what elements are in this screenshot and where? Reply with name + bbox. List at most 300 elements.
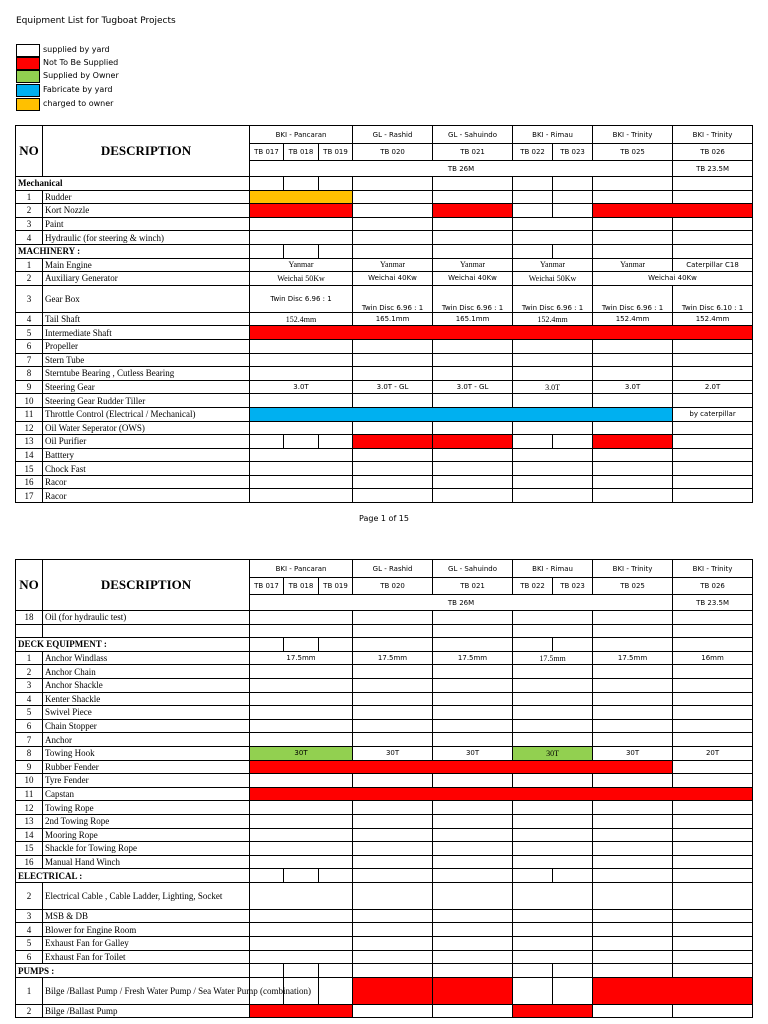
row-number bbox=[16, 624, 43, 638]
empty-cell bbox=[513, 231, 593, 245]
equipment-table-page-1 bbox=[15, 125, 753, 503]
row-description: Anchor Windlass bbox=[43, 651, 250, 665]
empty-cell bbox=[673, 828, 753, 842]
header-tb: TB 026 bbox=[673, 144, 753, 161]
empty-cell bbox=[513, 353, 593, 367]
table-row bbox=[16, 272, 753, 286]
empty-cell bbox=[250, 367, 353, 381]
table-row bbox=[16, 651, 753, 665]
row-description: Oil Purifier bbox=[43, 435, 250, 449]
empty-cell bbox=[553, 977, 593, 1004]
status-cell-red bbox=[353, 435, 433, 449]
row-description: Main Engine bbox=[43, 258, 250, 272]
row-number: 3 bbox=[16, 285, 43, 312]
empty-cell bbox=[553, 964, 593, 978]
empty-cell bbox=[353, 828, 433, 842]
row-number: 1 bbox=[16, 977, 43, 1004]
legend-swatch bbox=[16, 98, 40, 111]
empty-cell bbox=[250, 855, 353, 869]
empty-cell bbox=[250, 733, 353, 747]
empty-cell bbox=[513, 611, 593, 625]
empty-cell bbox=[673, 706, 753, 720]
empty-cell bbox=[593, 244, 673, 258]
header-length-23-5m: TB 23.5M bbox=[673, 595, 753, 611]
value-cell: by caterpillar bbox=[673, 407, 753, 421]
table-row bbox=[16, 814, 753, 828]
header-length-23-5m: TB 23.5M bbox=[673, 161, 753, 177]
empty-cell bbox=[433, 244, 513, 258]
empty-cell bbox=[353, 842, 433, 856]
empty-cell bbox=[673, 489, 753, 503]
header-tb: TB 020 bbox=[353, 578, 433, 595]
table-row bbox=[16, 882, 753, 909]
header-tb: TB 025 bbox=[593, 144, 673, 161]
table-row bbox=[16, 407, 753, 421]
empty-cell bbox=[353, 624, 433, 638]
empty-cell bbox=[513, 842, 593, 856]
empty-cell bbox=[433, 638, 513, 652]
empty-cell bbox=[353, 217, 433, 231]
value-cell: 30T bbox=[593, 746, 673, 760]
status-cell-red bbox=[250, 204, 353, 218]
value-cell: 152.4mm bbox=[513, 312, 593, 326]
row-description: Auxiliary Generator bbox=[43, 272, 250, 286]
value-cell: Caterpillar C18 bbox=[673, 258, 753, 272]
table-row bbox=[16, 678, 753, 692]
header-group: GL - Rashid bbox=[353, 126, 433, 144]
row-number: 3 bbox=[16, 678, 43, 692]
empty-cell bbox=[433, 339, 513, 353]
header-length-26m: TB 26M bbox=[250, 595, 673, 611]
row-description: Kort Nozzle bbox=[43, 204, 250, 218]
row-description: Towing Rope bbox=[43, 801, 250, 815]
row-description: 2nd Towing Rope bbox=[43, 814, 250, 828]
empty-cell bbox=[433, 231, 513, 245]
header-group: GL - Sahuindo bbox=[433, 560, 513, 578]
empty-cell bbox=[353, 678, 433, 692]
header-tb: TB 020 bbox=[353, 144, 433, 161]
empty-cell bbox=[353, 475, 433, 489]
empty-cell bbox=[319, 177, 353, 191]
row-number: 6 bbox=[16, 950, 43, 964]
row-number: 5 bbox=[16, 326, 43, 340]
empty-cell bbox=[513, 678, 593, 692]
empty-cell bbox=[250, 937, 353, 951]
empty-cell bbox=[433, 923, 513, 937]
row-number: 4 bbox=[16, 692, 43, 706]
empty-cell bbox=[250, 624, 353, 638]
empty-cell bbox=[513, 828, 593, 842]
empty-cell bbox=[353, 448, 433, 462]
empty-cell bbox=[353, 244, 433, 258]
empty-cell bbox=[433, 855, 513, 869]
value-cell: Weichai 40Kw bbox=[353, 272, 433, 286]
empty-cell bbox=[250, 448, 353, 462]
empty-cell bbox=[593, 367, 673, 381]
row-number: 9 bbox=[16, 380, 43, 394]
table-row bbox=[16, 842, 753, 856]
empty-cell bbox=[513, 475, 593, 489]
empty-cell bbox=[353, 421, 433, 435]
header-tb: TB 017 bbox=[250, 578, 284, 595]
empty-cell bbox=[250, 217, 353, 231]
row-number: 3 bbox=[16, 217, 43, 231]
table-row bbox=[16, 394, 753, 408]
row-description: Shackle for Towing Rope bbox=[43, 842, 250, 856]
empty-cell bbox=[593, 774, 673, 788]
value-cell: 16mm bbox=[673, 651, 753, 665]
empty-cell bbox=[553, 244, 593, 258]
empty-cell bbox=[250, 177, 284, 191]
empty-cell bbox=[353, 869, 433, 883]
empty-cell bbox=[319, 977, 353, 1004]
empty-cell bbox=[673, 611, 753, 625]
empty-cell bbox=[553, 177, 593, 191]
empty-cell bbox=[353, 462, 433, 476]
row-number: 8 bbox=[16, 367, 43, 381]
value-cell: Twin Disc 6.96 : 1 bbox=[513, 285, 593, 312]
section-title: Mechanical bbox=[16, 177, 250, 191]
empty-cell bbox=[513, 448, 593, 462]
header-tb: TB 023 bbox=[553, 578, 593, 595]
row-number: 12 bbox=[16, 801, 43, 815]
empty-cell bbox=[250, 923, 353, 937]
empty-cell bbox=[284, 964, 319, 978]
empty-cell bbox=[673, 869, 753, 883]
empty-cell bbox=[353, 692, 433, 706]
empty-cell bbox=[250, 678, 353, 692]
row-description: Electrical Cable , Cable Ladder, Lighting, Socket bbox=[43, 882, 250, 909]
empty-cell bbox=[433, 719, 513, 733]
empty-cell bbox=[433, 462, 513, 476]
row-description: Towing Hook bbox=[43, 746, 250, 760]
value-cell: 3.0T - GL bbox=[353, 380, 433, 394]
empty-cell bbox=[433, 869, 513, 883]
header-no: NO bbox=[16, 560, 43, 611]
empty-cell bbox=[250, 774, 353, 788]
row-description: Swivel Piece bbox=[43, 706, 250, 720]
header-group: BKI - Trinity bbox=[673, 560, 753, 578]
status-cell-red bbox=[433, 435, 513, 449]
value-cell: Yanmar bbox=[433, 258, 513, 272]
empty-cell bbox=[433, 842, 513, 856]
empty-cell bbox=[673, 814, 753, 828]
equipment-table-page-2 bbox=[15, 559, 753, 1018]
row-description: Paint bbox=[43, 217, 250, 231]
empty-cell bbox=[513, 977, 553, 1004]
empty-cell bbox=[353, 855, 433, 869]
row-number: 14 bbox=[16, 828, 43, 842]
empty-cell bbox=[353, 964, 433, 978]
value-cell: 2.0T bbox=[673, 380, 753, 394]
header-tb: TB 023 bbox=[553, 144, 593, 161]
empty-cell bbox=[513, 801, 593, 815]
header-description: DESCRIPTION bbox=[43, 560, 250, 611]
empty-cell bbox=[593, 231, 673, 245]
value-cell: 30T bbox=[433, 746, 513, 760]
table-row bbox=[16, 1004, 753, 1018]
empty-cell bbox=[353, 489, 433, 503]
legend-label: Supplied by Owner bbox=[43, 71, 119, 80]
empty-cell bbox=[673, 638, 753, 652]
status-cell-orange bbox=[250, 190, 353, 204]
empty-cell bbox=[553, 435, 593, 449]
empty-cell bbox=[353, 638, 433, 652]
empty-cell bbox=[433, 394, 513, 408]
empty-cell bbox=[593, 353, 673, 367]
empty-cell bbox=[673, 475, 753, 489]
table-row bbox=[16, 706, 753, 720]
table-row bbox=[16, 746, 753, 760]
row-number: 15 bbox=[16, 462, 43, 476]
table-row bbox=[16, 665, 753, 679]
empty-cell bbox=[433, 217, 513, 231]
row-description: Bilge /Ballast Pump / Fresh Water Pump / Sea Water Pump (combination) bbox=[43, 977, 250, 1004]
empty-cell bbox=[593, 489, 673, 503]
empty-cell bbox=[433, 733, 513, 747]
section-title: DECK EQUIPMENT : bbox=[16, 638, 250, 652]
row-description: Steering Gear bbox=[43, 380, 250, 394]
empty-cell bbox=[673, 964, 753, 978]
empty-cell bbox=[513, 421, 593, 435]
value-cell: 165.1mm bbox=[433, 312, 513, 326]
empty-cell bbox=[593, 909, 673, 923]
empty-cell bbox=[353, 394, 433, 408]
empty-cell bbox=[513, 638, 553, 652]
empty-cell bbox=[250, 421, 353, 435]
empty-cell bbox=[593, 882, 673, 909]
empty-cell bbox=[513, 394, 593, 408]
row-number: 15 bbox=[16, 842, 43, 856]
empty-cell bbox=[433, 1004, 513, 1018]
empty-cell bbox=[673, 624, 753, 638]
row-description: Oil Water Seperator (OWS) bbox=[43, 421, 250, 435]
row-number: 4 bbox=[16, 231, 43, 245]
empty-cell bbox=[353, 719, 433, 733]
empty-cell bbox=[673, 231, 753, 245]
empty-cell bbox=[433, 814, 513, 828]
legend-swatch bbox=[16, 84, 40, 97]
empty-cell bbox=[513, 814, 593, 828]
table-row bbox=[16, 231, 753, 245]
value-cell: 17.5mm bbox=[250, 651, 353, 665]
empty-cell bbox=[433, 706, 513, 720]
row-description: Anchor Chain bbox=[43, 665, 250, 679]
row-number: 10 bbox=[16, 774, 43, 788]
table-row bbox=[16, 733, 753, 747]
empty-cell bbox=[250, 692, 353, 706]
table-header bbox=[16, 560, 753, 611]
row-description: Manual Hand Winch bbox=[43, 855, 250, 869]
row-number: 11 bbox=[16, 787, 43, 801]
empty-cell bbox=[353, 882, 433, 909]
empty-cell bbox=[513, 774, 593, 788]
empty-cell bbox=[319, 964, 353, 978]
empty-cell bbox=[673, 678, 753, 692]
empty-cell bbox=[250, 828, 353, 842]
table-row bbox=[16, 801, 753, 815]
empty-cell bbox=[593, 475, 673, 489]
empty-cell bbox=[593, 665, 673, 679]
legend-label: charged to owner bbox=[43, 99, 114, 108]
table-row bbox=[16, 719, 753, 733]
table-row bbox=[16, 217, 753, 231]
value-cell: 17.5mm bbox=[353, 651, 433, 665]
row-number: 4 bbox=[16, 312, 43, 326]
table-row bbox=[16, 312, 753, 326]
empty-cell bbox=[593, 448, 673, 462]
empty-cell bbox=[250, 339, 353, 353]
empty-cell bbox=[433, 882, 513, 909]
table-row bbox=[16, 909, 753, 923]
document-title: Equipment List for Tugboat Projects bbox=[16, 16, 176, 26]
empty-cell bbox=[353, 367, 433, 381]
empty-cell bbox=[513, 177, 553, 191]
empty-cell bbox=[353, 909, 433, 923]
empty-cell bbox=[353, 339, 433, 353]
row-description: Throttle Control (Electrical / Mechanical) bbox=[43, 407, 250, 421]
header-tb: TB 022 bbox=[513, 144, 553, 161]
row-description: Tyre Fender bbox=[43, 774, 250, 788]
empty-cell bbox=[513, 733, 593, 747]
value-cell: Twin Disc 6.96 : 1 bbox=[433, 285, 513, 312]
row-number: 2 bbox=[16, 882, 43, 909]
empty-cell bbox=[673, 719, 753, 733]
empty-cell bbox=[353, 190, 433, 204]
row-description: Capstan bbox=[43, 787, 250, 801]
header-tb: TB 018 bbox=[284, 578, 319, 595]
empty-cell bbox=[593, 638, 673, 652]
table-row bbox=[16, 448, 753, 462]
table-row bbox=[16, 462, 753, 476]
empty-cell bbox=[513, 190, 553, 204]
header-description: DESCRIPTION bbox=[43, 126, 250, 177]
section-title: MACHINERY : bbox=[16, 244, 250, 258]
row-number: 1 bbox=[16, 190, 43, 204]
empty-cell bbox=[513, 937, 593, 951]
empty-cell bbox=[433, 964, 513, 978]
empty-cell bbox=[319, 638, 353, 652]
empty-cell bbox=[673, 842, 753, 856]
row-description bbox=[43, 624, 250, 638]
empty-cell bbox=[250, 950, 353, 964]
row-number: 2 bbox=[16, 665, 43, 679]
empty-cell bbox=[513, 339, 593, 353]
table-row bbox=[16, 367, 753, 381]
legend-label: Fabricate by yard bbox=[43, 85, 113, 94]
row-number: 11 bbox=[16, 407, 43, 421]
empty-cell bbox=[433, 421, 513, 435]
empty-cell bbox=[593, 733, 673, 747]
row-description: Stern Tube bbox=[43, 353, 250, 367]
value-cell: 30T bbox=[250, 746, 353, 760]
empty-cell bbox=[673, 448, 753, 462]
empty-cell bbox=[593, 611, 673, 625]
empty-cell bbox=[593, 937, 673, 951]
row-number: 7 bbox=[16, 733, 43, 747]
row-description: Anchor Shackle bbox=[43, 678, 250, 692]
row-description: Gear Box bbox=[43, 285, 250, 312]
empty-cell bbox=[513, 692, 593, 706]
header-tb: TB 021 bbox=[433, 578, 513, 595]
table-row bbox=[16, 774, 753, 788]
empty-cell bbox=[673, 882, 753, 909]
empty-cell bbox=[553, 204, 593, 218]
value-cell: 17.5mm bbox=[433, 651, 513, 665]
empty-cell bbox=[250, 801, 353, 815]
section-row bbox=[16, 177, 753, 191]
status-cell-red bbox=[250, 787, 753, 801]
empty-cell bbox=[673, 1004, 753, 1018]
status-cell-red bbox=[593, 435, 673, 449]
empty-cell bbox=[353, 611, 433, 625]
value-cell: Yanmar bbox=[353, 258, 433, 272]
empty-cell bbox=[250, 475, 353, 489]
empty-cell bbox=[433, 909, 513, 923]
empty-cell bbox=[250, 489, 353, 503]
empty-cell bbox=[353, 801, 433, 815]
empty-cell bbox=[250, 611, 353, 625]
empty-cell bbox=[319, 244, 353, 258]
empty-cell bbox=[673, 190, 753, 204]
empty-cell bbox=[553, 190, 593, 204]
row-number: 6 bbox=[16, 339, 43, 353]
header-group: GL - Sahuindo bbox=[433, 126, 513, 144]
value-cell: Weichai 50Kw bbox=[513, 272, 593, 286]
empty-cell bbox=[433, 611, 513, 625]
status-cell-red bbox=[433, 204, 513, 218]
empty-cell bbox=[513, 217, 593, 231]
empty-cell bbox=[433, 353, 513, 367]
empty-cell bbox=[673, 733, 753, 747]
empty-cell bbox=[513, 435, 553, 449]
empty-cell bbox=[593, 814, 673, 828]
empty-cell bbox=[433, 665, 513, 679]
row-number: 6 bbox=[16, 719, 43, 733]
legend-label: supplied by yard bbox=[43, 45, 110, 54]
status-cell-red bbox=[250, 1004, 353, 1018]
blank-row bbox=[16, 624, 753, 638]
table-row bbox=[16, 421, 753, 435]
empty-cell bbox=[353, 774, 433, 788]
row-description: Chock Fast bbox=[43, 462, 250, 476]
empty-cell bbox=[673, 950, 753, 964]
empty-cell bbox=[593, 842, 673, 856]
empty-cell bbox=[673, 937, 753, 951]
legend-label: Not To Be Supplied bbox=[43, 58, 119, 67]
empty-cell bbox=[673, 909, 753, 923]
value-cell: Weichai 50Kw bbox=[250, 272, 353, 286]
header-tb: TB 019 bbox=[319, 578, 353, 595]
empty-cell bbox=[513, 882, 593, 909]
row-description: Kenter Shackle bbox=[43, 692, 250, 706]
empty-cell bbox=[433, 692, 513, 706]
row-number: 16 bbox=[16, 855, 43, 869]
empty-cell bbox=[353, 937, 433, 951]
row-description: Blower for Engine Room bbox=[43, 923, 250, 937]
empty-cell bbox=[513, 964, 553, 978]
row-description: MSB & DB bbox=[43, 909, 250, 923]
header-group: GL - Rashid bbox=[353, 560, 433, 578]
row-description: Steering Gear Rudder Tiller bbox=[43, 394, 250, 408]
empty-cell bbox=[673, 244, 753, 258]
value-cell: 17.5mm bbox=[513, 651, 593, 665]
row-description: Tail Shaft bbox=[43, 312, 250, 326]
empty-cell bbox=[593, 462, 673, 476]
header-tb: TB 018 bbox=[284, 144, 319, 161]
table-row bbox=[16, 353, 753, 367]
empty-cell bbox=[593, 855, 673, 869]
